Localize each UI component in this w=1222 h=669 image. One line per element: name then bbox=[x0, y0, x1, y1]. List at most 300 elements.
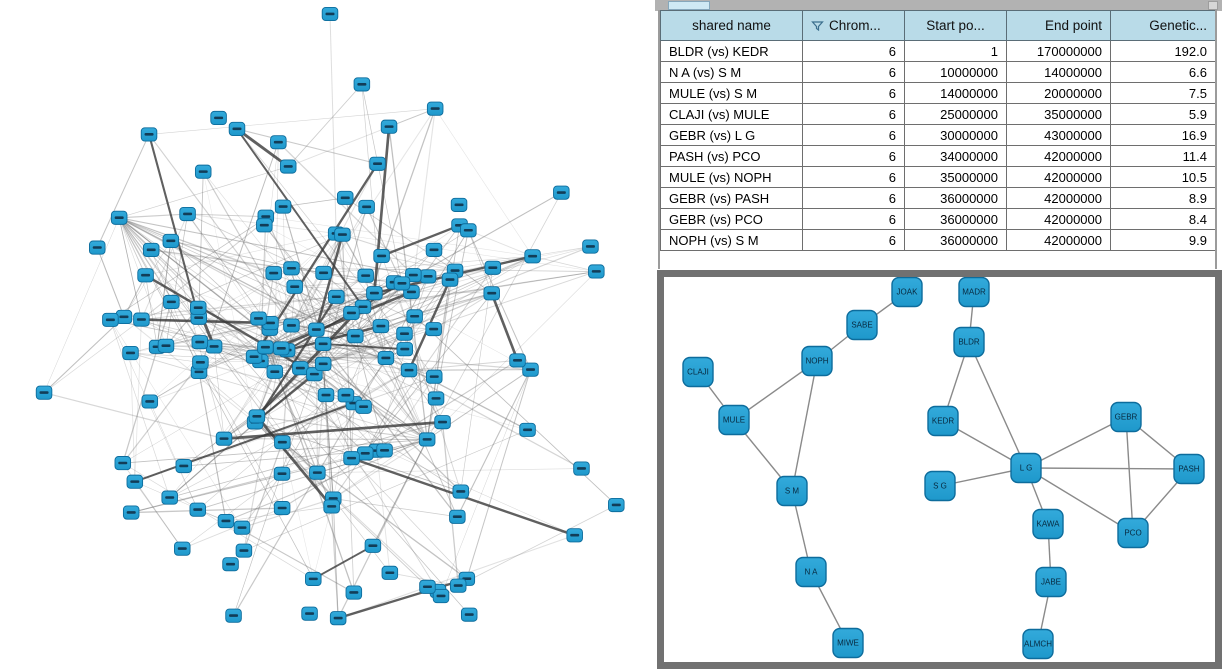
network-node[interactable] bbox=[275, 200, 291, 213]
table-cell[interactable]: 7.5 bbox=[1111, 83, 1216, 104]
network-node[interactable] bbox=[397, 327, 413, 340]
table-cell[interactable]: 192.0 bbox=[1111, 41, 1216, 62]
network-node-label bbox=[137, 318, 146, 321]
network-edge[interactable] bbox=[317, 469, 581, 473]
network-node-label bbox=[237, 526, 246, 529]
table-cell[interactable]: N A (vs) S M bbox=[661, 62, 803, 83]
table-cell[interactable]: BLDR (vs) KEDR bbox=[661, 41, 803, 62]
network-edge[interactable] bbox=[135, 320, 142, 482]
column-header-shared-name[interactable] bbox=[661, 11, 803, 41]
network-node[interactable] bbox=[266, 267, 282, 280]
table-row[interactable] bbox=[661, 62, 1216, 83]
network-edge[interactable] bbox=[97, 134, 149, 247]
network-node[interactable] bbox=[484, 287, 500, 300]
network-node[interactable] bbox=[324, 500, 340, 513]
column-header-genetic[interactable] bbox=[1111, 11, 1216, 41]
scrollbar-top-nub[interactable] bbox=[1208, 1, 1218, 10]
network-node[interactable] bbox=[216, 432, 232, 445]
network-node-label bbox=[381, 357, 390, 360]
column-header-end-point[interactable] bbox=[1007, 11, 1111, 41]
network-node-label bbox=[451, 269, 460, 272]
network-node[interactable] bbox=[554, 186, 570, 199]
network-node-label: MIWE bbox=[837, 638, 859, 648]
network-node[interactable] bbox=[223, 558, 239, 571]
network-edge-LG-PASH[interactable] bbox=[1026, 468, 1189, 469]
table-cell[interactable]: 36000000 bbox=[905, 230, 1007, 251]
network-node[interactable] bbox=[142, 395, 158, 408]
table-cell[interactable]: 35000000 bbox=[905, 167, 1007, 188]
network-node[interactable] bbox=[162, 491, 178, 504]
table-cell[interactable]: 6 bbox=[803, 209, 905, 230]
table-cell[interactable]: 42000000 bbox=[1007, 209, 1111, 230]
network-node-SG[interactable] bbox=[925, 472, 955, 501]
network-node-label bbox=[400, 332, 409, 335]
network-node[interactable] bbox=[420, 270, 436, 283]
network-node[interactable] bbox=[287, 280, 303, 293]
network-node[interactable] bbox=[249, 410, 265, 423]
network-node-label bbox=[586, 245, 595, 248]
edge-table-panel bbox=[658, 10, 1217, 269]
network-node[interactable] bbox=[315, 357, 331, 370]
network-node[interactable] bbox=[358, 269, 374, 282]
network-node-LG[interactable] bbox=[1011, 454, 1041, 483]
table-cell[interactable]: 6 bbox=[803, 230, 905, 251]
network-edge[interactable] bbox=[352, 403, 354, 458]
network-node[interactable] bbox=[344, 306, 360, 319]
network-edge[interactable] bbox=[330, 14, 336, 234]
network-edge[interactable] bbox=[97, 248, 124, 317]
table-cell[interactable]: PASH (vs) PCO bbox=[661, 146, 803, 167]
network-node-label bbox=[526, 368, 535, 371]
network-edge-GEBR-PCO[interactable] bbox=[1126, 417, 1133, 533]
network-node-label: MADR bbox=[962, 287, 986, 297]
table-row[interactable] bbox=[661, 230, 1216, 251]
network-node[interactable] bbox=[348, 330, 364, 343]
table-cell[interactable]: 10000000 bbox=[905, 62, 1007, 83]
network-node[interactable] bbox=[329, 290, 345, 303]
network-node[interactable] bbox=[138, 269, 154, 282]
network-node[interactable] bbox=[370, 157, 386, 170]
network-node[interactable] bbox=[127, 475, 143, 488]
network-edge[interactable] bbox=[131, 353, 201, 362]
table-cell[interactable]: 42000000 bbox=[1007, 167, 1111, 188]
network-node-KAWA[interactable] bbox=[1033, 510, 1063, 539]
network-node[interactable] bbox=[284, 262, 300, 275]
table-cell[interactable]: 6 bbox=[803, 62, 905, 83]
network-node-JOAK[interactable] bbox=[892, 278, 922, 307]
network-node-label bbox=[278, 441, 287, 444]
network-node-label bbox=[385, 125, 394, 128]
network-node-label bbox=[437, 595, 446, 598]
table-cell[interactable]: 6 bbox=[803, 104, 905, 125]
network-node[interactable] bbox=[103, 313, 119, 326]
network-node[interactable] bbox=[461, 224, 477, 237]
network-node-label bbox=[327, 505, 336, 508]
table-cell[interactable]: 11.4 bbox=[1111, 146, 1216, 167]
network-edge[interactable] bbox=[441, 370, 530, 596]
network-edge[interactable] bbox=[44, 218, 119, 393]
network-node[interactable] bbox=[143, 243, 159, 256]
network-edge-BLDR-LG[interactable] bbox=[969, 342, 1026, 468]
network-node[interactable] bbox=[451, 198, 467, 211]
network-node[interactable] bbox=[426, 323, 442, 336]
network-node[interactable] bbox=[344, 452, 360, 465]
network-node-label bbox=[341, 394, 350, 397]
network-node[interactable] bbox=[510, 354, 526, 367]
network-node-BLDR[interactable] bbox=[954, 328, 984, 357]
network-node[interactable] bbox=[226, 609, 242, 622]
network-node[interactable] bbox=[485, 261, 501, 274]
network-node[interactable] bbox=[115, 456, 131, 469]
network-node-label bbox=[106, 318, 115, 321]
network-node-PASH[interactable] bbox=[1174, 455, 1204, 484]
table-cell[interactable]: 6 bbox=[803, 167, 905, 188]
table-cell[interactable]: NOPH (vs) S M bbox=[661, 230, 803, 251]
network-node-label: MULE bbox=[722, 415, 746, 425]
network-edge[interactable] bbox=[458, 505, 616, 586]
network-node-label bbox=[119, 316, 128, 319]
network-node-NOPH[interactable] bbox=[802, 347, 832, 376]
network-node[interactable] bbox=[567, 529, 583, 542]
table-cell[interactable]: 6 bbox=[803, 41, 905, 62]
network-node-label bbox=[329, 497, 338, 500]
network-node[interactable] bbox=[123, 346, 139, 359]
table-cell[interactable]: GEBR (vs) PCO bbox=[661, 209, 803, 230]
filter-icon[interactable] bbox=[811, 21, 824, 31]
network-node-label bbox=[612, 504, 621, 507]
table-row[interactable] bbox=[661, 209, 1216, 230]
network-node[interactable] bbox=[36, 386, 52, 399]
network-node-label bbox=[278, 507, 287, 510]
network-node-label bbox=[141, 274, 150, 277]
network-node[interactable] bbox=[356, 400, 372, 413]
network-edge[interactable] bbox=[533, 256, 597, 271]
network-node[interactable] bbox=[397, 343, 413, 356]
network-node-label bbox=[279, 205, 288, 208]
column-header-label: Chrom... bbox=[829, 18, 881, 33]
network-node[interactable] bbox=[111, 211, 127, 224]
network-node[interactable] bbox=[442, 273, 458, 286]
network-node-label: L G bbox=[1019, 463, 1033, 473]
table-cell[interactable]: 6.6 bbox=[1111, 62, 1216, 83]
table-cell[interactable]: MULE (vs) S M bbox=[661, 83, 803, 104]
table-cell[interactable]: 170000000 bbox=[1007, 41, 1111, 62]
network-node-label bbox=[319, 363, 328, 366]
network-node[interactable] bbox=[382, 566, 398, 579]
table-cell[interactable]: 14000000 bbox=[905, 83, 1007, 104]
network-edge-NOPH-SM[interactable] bbox=[792, 361, 817, 491]
network-edge[interactable] bbox=[467, 370, 531, 579]
network-node-label: ALMCH bbox=[1023, 639, 1053, 649]
network-node[interactable] bbox=[574, 462, 590, 475]
network-node-label bbox=[570, 534, 579, 537]
table-cell[interactable]: 8.4 bbox=[1111, 209, 1216, 230]
network-node[interactable] bbox=[218, 514, 234, 527]
table-row[interactable] bbox=[661, 41, 1216, 62]
network-node[interactable] bbox=[89, 241, 105, 254]
network-node-ALMCH[interactable] bbox=[1023, 630, 1053, 659]
network-node-label: S M bbox=[784, 486, 800, 496]
network-node[interactable] bbox=[427, 102, 443, 115]
network-node[interactable] bbox=[164, 295, 180, 308]
network-node[interactable] bbox=[284, 319, 300, 332]
network-node[interactable] bbox=[258, 341, 274, 354]
network-node[interactable] bbox=[335, 228, 351, 241]
network-node[interactable] bbox=[206, 340, 222, 353]
network-node[interactable] bbox=[608, 498, 624, 511]
network-node-label bbox=[464, 229, 473, 232]
network-node-label bbox=[359, 305, 368, 308]
network-node-label bbox=[127, 511, 136, 514]
network-node-PCO[interactable] bbox=[1118, 519, 1148, 548]
network-node-MADR[interactable] bbox=[959, 278, 989, 307]
table-row[interactable] bbox=[661, 104, 1216, 125]
table-row[interactable] bbox=[661, 188, 1216, 209]
network-node[interactable] bbox=[461, 608, 477, 621]
network-node[interactable] bbox=[251, 312, 267, 325]
network-node[interactable] bbox=[374, 249, 390, 262]
network-node[interactable] bbox=[346, 586, 362, 599]
network-node[interactable] bbox=[394, 277, 410, 290]
table-cell[interactable]: 6 bbox=[803, 125, 905, 146]
network-node-label: KAWA bbox=[1036, 519, 1060, 529]
network-node[interactable] bbox=[192, 336, 208, 349]
network-node-label bbox=[319, 343, 328, 346]
network-edge[interactable] bbox=[409, 370, 530, 371]
network-node-label bbox=[368, 544, 377, 547]
network-node-JABE[interactable] bbox=[1036, 568, 1066, 597]
table-row[interactable] bbox=[661, 83, 1216, 104]
network-node[interactable] bbox=[134, 313, 150, 326]
network-node[interactable] bbox=[195, 165, 211, 178]
network-node[interactable] bbox=[453, 485, 469, 498]
network-node-label bbox=[351, 335, 360, 338]
table-cell[interactable]: 9.9 bbox=[1111, 230, 1216, 251]
network-node-SABE[interactable] bbox=[847, 311, 877, 340]
table-cell[interactable]: 36000000 bbox=[905, 209, 1007, 230]
network-node[interactable] bbox=[373, 320, 389, 333]
network-edge[interactable] bbox=[149, 134, 199, 317]
network-node-label bbox=[161, 344, 170, 347]
network-node[interactable] bbox=[435, 416, 451, 429]
network-node[interactable] bbox=[190, 503, 206, 516]
network-node[interactable] bbox=[229, 122, 245, 135]
table-row[interactable] bbox=[661, 125, 1216, 146]
network-node-CLAJI[interactable] bbox=[683, 358, 713, 387]
column-header-chromosome[interactable] bbox=[803, 11, 905, 41]
table-cell[interactable]: 34000000 bbox=[905, 146, 1007, 167]
column-header-label: Start po... bbox=[926, 18, 985, 33]
network-edge[interactable] bbox=[313, 546, 373, 579]
table-cell[interactable]: 8.9 bbox=[1111, 188, 1216, 209]
network-node[interactable] bbox=[274, 502, 290, 515]
network-node-label bbox=[229, 614, 238, 617]
network-node[interactable] bbox=[141, 128, 157, 141]
network-node[interactable] bbox=[180, 207, 196, 220]
table-cell[interactable]: 10.5 bbox=[1111, 167, 1216, 188]
table-cell[interactable]: 1 bbox=[905, 41, 1007, 62]
network-edge[interactable] bbox=[435, 109, 532, 257]
network-node-SM[interactable] bbox=[777, 477, 807, 506]
network-node[interactable] bbox=[176, 459, 192, 472]
table-cell[interactable]: GEBR (vs) PASH bbox=[661, 188, 803, 209]
network-node[interactable] bbox=[163, 234, 179, 247]
network-node[interactable] bbox=[236, 544, 252, 557]
network-edge[interactable] bbox=[123, 362, 201, 463]
network-node[interactable] bbox=[310, 466, 326, 479]
network-node-label bbox=[261, 346, 270, 349]
table-cell[interactable]: 5.9 bbox=[1111, 104, 1216, 125]
network-node-label: NOPH bbox=[805, 356, 829, 366]
network-node-label bbox=[252, 415, 261, 418]
network-node[interactable] bbox=[401, 364, 417, 377]
network-node[interactable] bbox=[381, 120, 397, 133]
network-node-label bbox=[423, 438, 432, 441]
network-node-NA[interactable] bbox=[796, 558, 826, 587]
network-node[interactable] bbox=[293, 362, 309, 375]
network-node[interactable] bbox=[520, 423, 536, 436]
table-row[interactable] bbox=[661, 167, 1216, 188]
network-node[interactable] bbox=[309, 323, 325, 336]
network-node[interactable] bbox=[433, 589, 449, 602]
network-node[interactable] bbox=[583, 240, 599, 253]
network-node[interactable] bbox=[302, 607, 318, 620]
network-node-label bbox=[310, 373, 319, 376]
network-node-label bbox=[166, 240, 175, 243]
network-node-label bbox=[178, 547, 187, 550]
network-node-label bbox=[214, 117, 223, 120]
network-node[interactable] bbox=[234, 521, 250, 534]
table-cell[interactable]: 30000000 bbox=[905, 125, 1007, 146]
network-node[interactable] bbox=[377, 444, 393, 457]
network-node-label bbox=[254, 317, 263, 320]
network-node-label bbox=[287, 267, 296, 270]
table-cell[interactable]: 43000000 bbox=[1007, 125, 1111, 146]
network-node-label bbox=[455, 204, 464, 207]
network-node-label bbox=[432, 397, 441, 400]
table-cell[interactable]: 36000000 bbox=[905, 188, 1007, 209]
network-node[interactable] bbox=[450, 510, 466, 523]
network-node[interactable] bbox=[280, 160, 296, 173]
table-cell[interactable]: MULE (vs) NOPH bbox=[661, 167, 803, 188]
network-node[interactable] bbox=[420, 580, 436, 593]
network-node[interactable] bbox=[318, 389, 334, 402]
table-row[interactable] bbox=[661, 146, 1216, 167]
network-node-label bbox=[326, 13, 335, 16]
table-cell[interactable]: 42000000 bbox=[1007, 146, 1111, 167]
network-node-label bbox=[359, 405, 368, 408]
network-node[interactable] bbox=[338, 389, 354, 402]
network-node[interactable] bbox=[257, 219, 273, 232]
network-node[interactable] bbox=[426, 243, 442, 256]
network-node[interactable] bbox=[158, 339, 174, 352]
network-node[interactable] bbox=[315, 337, 331, 350]
network-node[interactable] bbox=[211, 111, 227, 124]
table-cell[interactable]: 42000000 bbox=[1007, 188, 1111, 209]
network-node[interactable] bbox=[428, 392, 444, 405]
network-node[interactable] bbox=[305, 572, 321, 585]
detail-network-canvas[interactable] bbox=[664, 277, 1215, 662]
network-edge[interactable] bbox=[44, 393, 224, 439]
network-node-MULE[interactable] bbox=[719, 406, 749, 435]
table-cell[interactable]: GEBR (vs) L G bbox=[661, 125, 803, 146]
table-cell[interactable]: 16.9 bbox=[1111, 125, 1216, 146]
network-node-GEBR[interactable] bbox=[1111, 403, 1141, 432]
table-cell[interactable]: 14000000 bbox=[1007, 62, 1111, 83]
network-node-label bbox=[260, 224, 269, 227]
network-node[interactable] bbox=[316, 266, 332, 279]
network-node[interactable] bbox=[267, 365, 283, 378]
network-node-KEDR[interactable] bbox=[928, 407, 958, 436]
table-cell[interactable]: 6 bbox=[803, 188, 905, 209]
network-node[interactable] bbox=[378, 351, 394, 364]
column-header-start-position[interactable] bbox=[905, 11, 1007, 41]
network-node-label: JABE bbox=[1040, 577, 1062, 587]
network-node[interactable] bbox=[365, 539, 381, 552]
network-node[interactable] bbox=[274, 467, 290, 480]
network-node[interactable] bbox=[337, 191, 353, 204]
table-cell[interactable]: 35000000 bbox=[1007, 104, 1111, 125]
network-node[interactable] bbox=[330, 612, 346, 625]
network-node[interactable] bbox=[190, 301, 206, 314]
network-node[interactable] bbox=[123, 506, 139, 519]
network-node[interactable] bbox=[193, 356, 209, 369]
network-node[interactable] bbox=[589, 265, 605, 278]
network-node-MIWE[interactable] bbox=[833, 629, 863, 658]
network-edge[interactable] bbox=[288, 84, 362, 166]
network-node-label bbox=[410, 315, 419, 318]
network-node[interactable] bbox=[525, 250, 541, 263]
network-node[interactable] bbox=[450, 579, 466, 592]
network-node-label bbox=[357, 83, 366, 86]
network-node[interactable] bbox=[426, 370, 442, 383]
table-cell[interactable]: 25000000 bbox=[905, 104, 1007, 125]
network-node-label bbox=[195, 371, 204, 374]
network-node[interactable] bbox=[359, 200, 375, 213]
table-cell[interactable]: 6 bbox=[803, 146, 905, 167]
network-node-label: BLDR bbox=[958, 337, 980, 347]
network-node-label bbox=[194, 316, 203, 319]
network-node-label bbox=[577, 467, 586, 470]
network-node[interactable] bbox=[367, 287, 383, 300]
table-panel-tab[interactable] bbox=[668, 1, 710, 10]
network-node-label bbox=[313, 471, 322, 474]
network-node[interactable] bbox=[357, 447, 373, 460]
column-header-label: End point bbox=[1044, 18, 1102, 33]
network-node[interactable] bbox=[407, 310, 423, 323]
table-cell[interactable]: 20000000 bbox=[1007, 83, 1111, 104]
network-node[interactable] bbox=[275, 436, 291, 449]
network-node-label bbox=[523, 428, 532, 431]
table-cell[interactable]: 6 bbox=[803, 83, 905, 104]
network-edge[interactable] bbox=[283, 198, 345, 207]
network-edge[interactable] bbox=[44, 317, 124, 393]
network-node-label bbox=[332, 295, 341, 298]
network-node[interactable] bbox=[271, 136, 287, 149]
network-node[interactable] bbox=[354, 78, 370, 91]
table-cell[interactable]: CLAJI (vs) MULE bbox=[661, 104, 803, 125]
network-node-label bbox=[438, 421, 447, 424]
table-cell[interactable]: 42000000 bbox=[1007, 230, 1111, 251]
network-node[interactable] bbox=[419, 433, 435, 446]
network-node-label bbox=[145, 400, 154, 403]
network-node[interactable] bbox=[174, 542, 190, 555]
network-node[interactable] bbox=[322, 7, 338, 20]
network-node-label: SABE bbox=[851, 320, 873, 330]
network-node[interactable] bbox=[273, 342, 289, 355]
detail-network-panel[interactable] bbox=[657, 270, 1222, 669]
network-edge[interactable] bbox=[492, 293, 518, 360]
